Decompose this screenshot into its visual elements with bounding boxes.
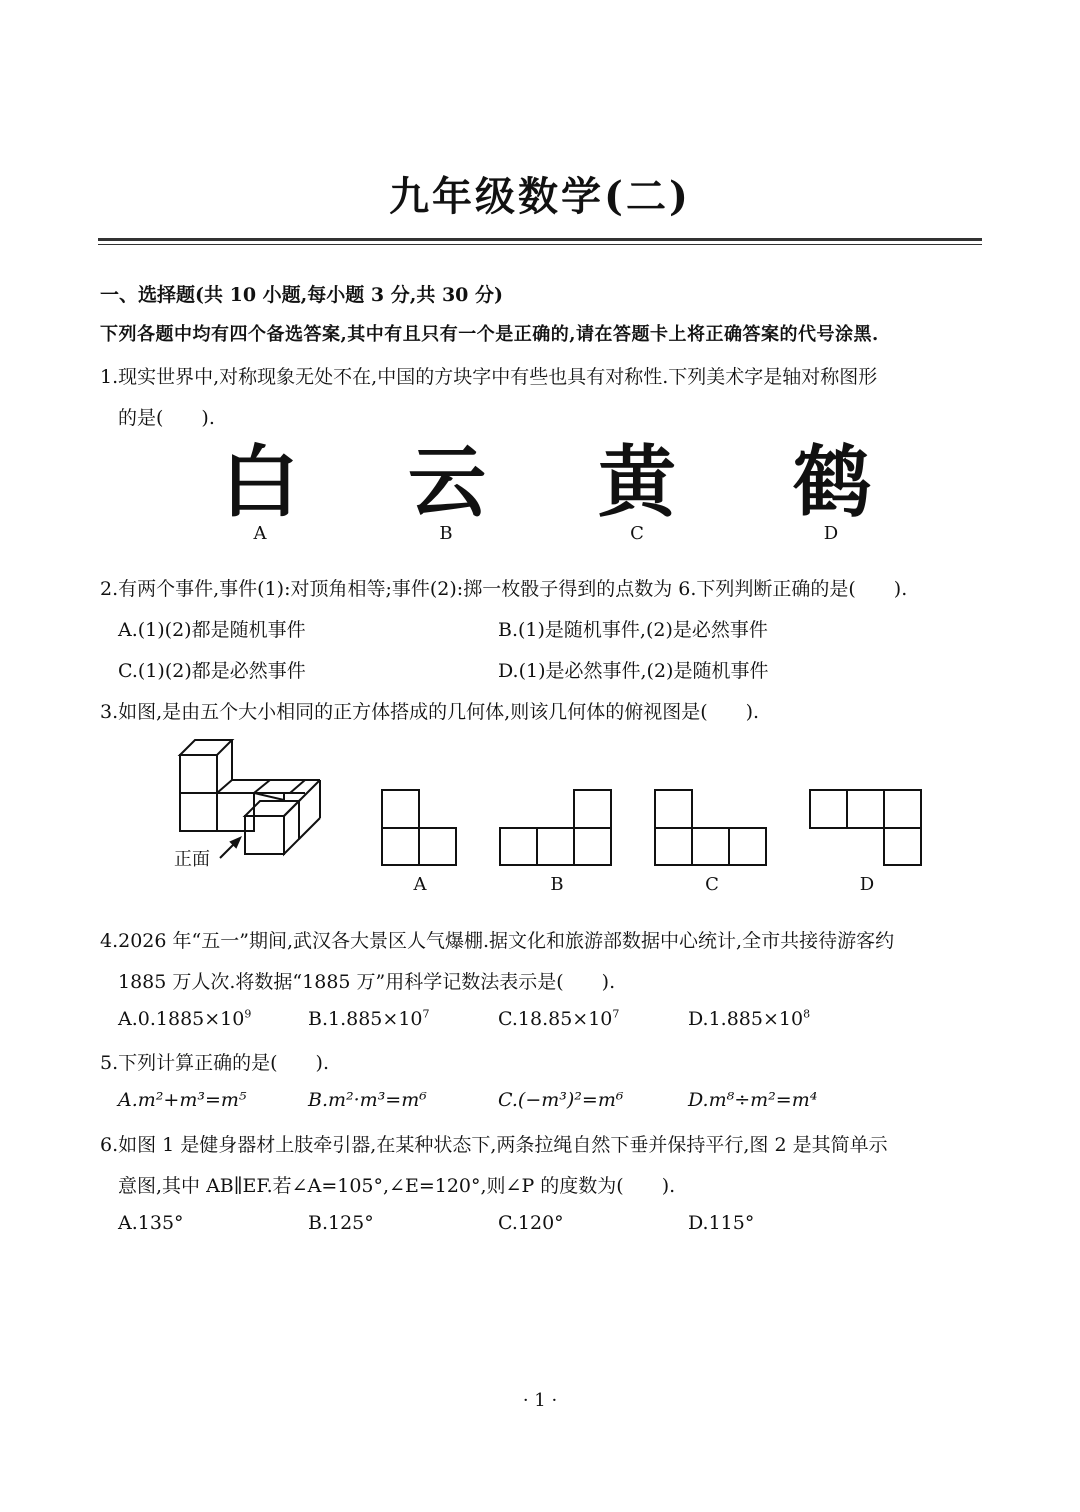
q2-option-c: C.(1)(2)都是必然事件 [118, 660, 306, 682]
q3-stem: 3.如图,是由五个大小相同的正方体搭成的几何体,则该几何体的俯视图是( ). [100, 701, 760, 723]
q6-option-b: B.125° [308, 1212, 374, 1234]
section-heading: 一、选择题(共 10 小题,每小题 3 分,共 30 分) [100, 284, 503, 306]
q3-label-b: B [550, 874, 564, 895]
q3-label-c: C [705, 874, 719, 895]
q5-option-b: B.m²·m³=m⁶ [308, 1089, 427, 1111]
q3-label-d: D [859, 874, 875, 895]
title-rule-thin [98, 244, 982, 245]
q1-char-a: 白 [221, 438, 300, 528]
q5-stem: 5.下列计算正确的是( ). [100, 1052, 329, 1074]
q1-label-d: D [823, 523, 839, 544]
instruction: 下列各题中均有四个备选答案,其中有且只有一个是正确的,请在答题卡上将正确答案的代号涂黑. [100, 324, 879, 345]
q3-option-a-figure [380, 788, 460, 868]
q2-option-d: D.(1)是必然事件,(2)是随机事件 [498, 660, 769, 682]
q4-option-b: $B.1.885\times 10^7$ [308, 1007, 430, 1030]
page-number: · 1 · [522, 1390, 558, 1411]
q4-stem-line2: 1885 万人次.将数据“1885 万”用科学记数法表示是( ). [118, 971, 616, 993]
q1-char-c: 黄 [598, 438, 677, 528]
q4-option-a: $A.0.1885\times 10^9$ [118, 1007, 252, 1030]
q5-option-a: A.m²+m³=m⁵ [118, 1089, 247, 1111]
q1-char-d: 鹤 [793, 438, 872, 528]
q1-label-a: A [253, 523, 267, 544]
q1-label-c: C [630, 523, 644, 544]
q4-option-d: $D.1.885\times 10^8$ [688, 1007, 811, 1030]
q3-label-a: A [413, 874, 427, 895]
page-title: 九年级数学(二) [389, 173, 691, 220]
q2-option-a: A.(1)(2)都是随机事件 [118, 619, 306, 641]
q1-stem-line2: 的是( ). [118, 407, 215, 429]
q5-option-d: D.m⁸÷m²=m⁴ [688, 1089, 818, 1111]
q2-option-b: B.(1)是随机事件,(2)是必然事件 [498, 619, 768, 641]
q6-option-a: A.135° [118, 1212, 184, 1234]
q1-char-b: 云 [408, 438, 487, 528]
q2-stem: 2.有两个事件,事件(1):对顶角相等;事件(2):掷一枚骰子得到的点数为 6.下列判断正确的是( ). [100, 578, 908, 600]
q5-option-c: C.(−m³)²=m⁶ [498, 1089, 624, 1111]
q3-front-label: 正面 [174, 849, 210, 870]
q6-option-d: D.115° [688, 1212, 755, 1234]
q6-stem-line1: 6.如图 1 是健身器材上肢牵引器,在某种状态下,两条拉绳自然下垂并保持平行,图 2 是其简单示 [100, 1134, 888, 1156]
q4-option-c: $C.18.85\times 10^7$ [498, 1007, 620, 1030]
q6-option-c: C.120° [498, 1212, 564, 1234]
title-rule-thick [98, 238, 982, 241]
q3-option-b-figure [498, 788, 616, 868]
q4-stem-line1: 4.2026 年“五一”期间,武汉各大景区人气爆棚.据文化和旅游部数据中心统计,全市共接待游客约 [100, 930, 895, 952]
q3-option-d-figure [808, 788, 926, 868]
q1-stem-line1: 1.现实世界中,对称现象无处不在,中国的方块字中有些也具有对称性.下列美术字是轴对称图形 [100, 366, 878, 388]
q3-option-c-figure [653, 788, 771, 868]
q6-stem-line2: 意图,其中 AB∥EF.若∠A=105°,∠E=120°,则∠P 的度数为( ). [118, 1175, 676, 1197]
q1-label-b: B [439, 523, 453, 544]
